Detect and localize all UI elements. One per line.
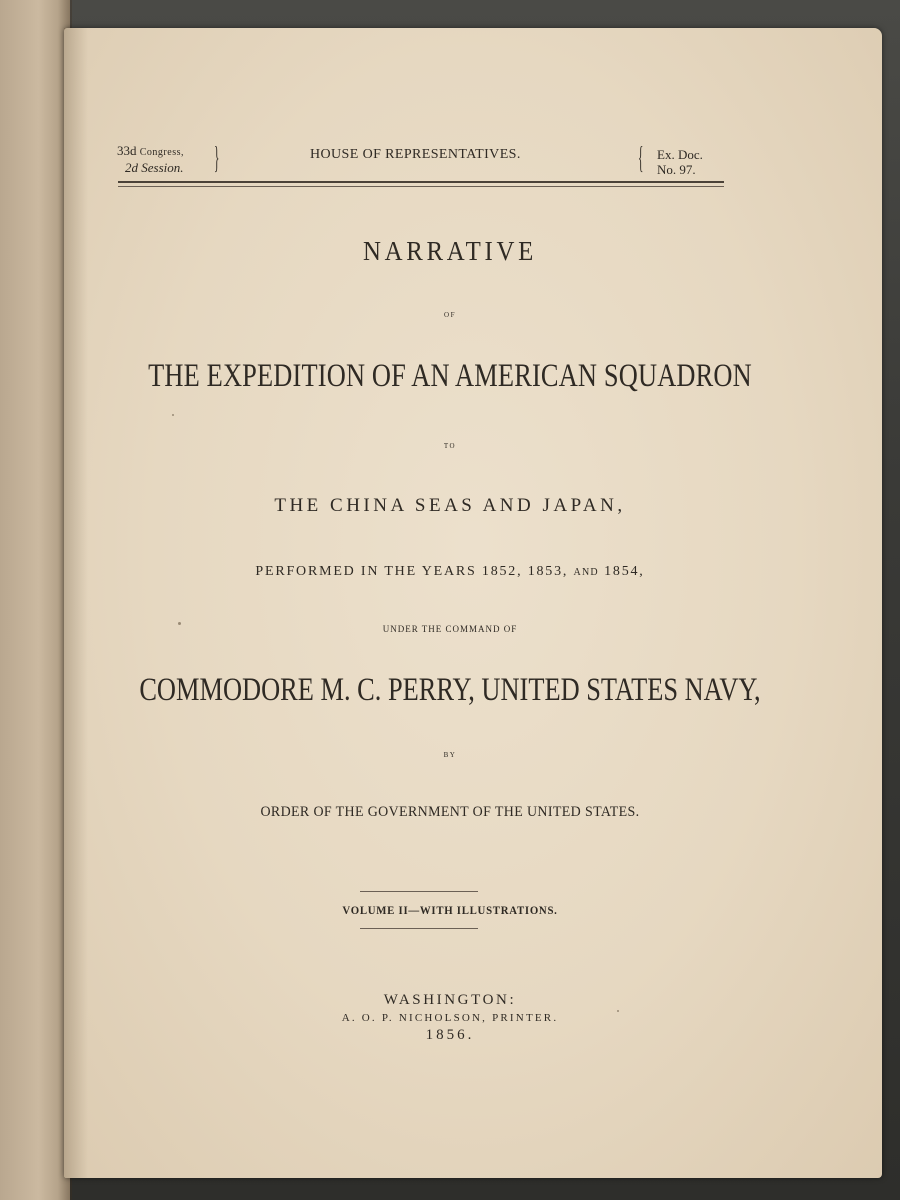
under-command: UNDER THE COMMAND OF xyxy=(382,624,518,634)
years-prefix: PERFORMED IN THE YEARS 1852, 1853, xyxy=(255,564,569,579)
connector-to: TO xyxy=(443,442,457,450)
title-narrative: NARRATIVE xyxy=(363,236,537,266)
title-expedition: THE EXPEDITION OF AN AMERICAN SQUADRON xyxy=(148,358,752,394)
right-brace: { xyxy=(637,139,644,175)
years-last: 1854, xyxy=(604,564,645,579)
doc-line-2: No. 97. xyxy=(657,162,696,177)
imprint-printer: A. O. P. NICHOLSON, PRINTER. xyxy=(341,1012,559,1024)
congress-session-block xyxy=(117,143,184,175)
connector-of: OF xyxy=(444,311,456,319)
title-destination: THE CHINA SEAS AND JAPAN, xyxy=(274,495,626,516)
imprint-city: WASHINGTON: xyxy=(383,992,517,1008)
congress-number: 33d xyxy=(117,143,137,158)
doc-line-1: Ex. Doc. xyxy=(657,147,703,162)
volume-rule-top xyxy=(360,891,478,892)
header-rule-thick xyxy=(118,181,724,183)
connector-by: BY xyxy=(443,751,457,759)
header-rule-thin xyxy=(118,186,724,187)
volume-line: VOLUME II—WITH ILLUSTRATIONS. xyxy=(342,903,558,917)
house-heading: HOUSE OF REPRESENTATIVES. xyxy=(310,147,521,162)
congress-line xyxy=(117,143,184,160)
paper-speck xyxy=(178,622,181,625)
session-line: 2d Session. xyxy=(125,160,184,175)
document-number-block xyxy=(657,147,703,177)
years-and: AND xyxy=(573,567,599,578)
title-years xyxy=(0,564,900,580)
imprint-year: 1856. xyxy=(425,1027,475,1043)
paper-speck xyxy=(617,1010,619,1012)
congress-word: Congress, xyxy=(139,147,184,158)
title-order: ORDER OF THE GOVERNMENT OF THE UNITED STATES. xyxy=(260,804,640,820)
left-brace: } xyxy=(213,139,220,175)
volume-rule-bottom xyxy=(360,928,478,929)
title-commander: COMMODORE M. C. PERRY, UNITED STATES NAVY, xyxy=(139,672,761,708)
paper-speck xyxy=(172,414,174,416)
